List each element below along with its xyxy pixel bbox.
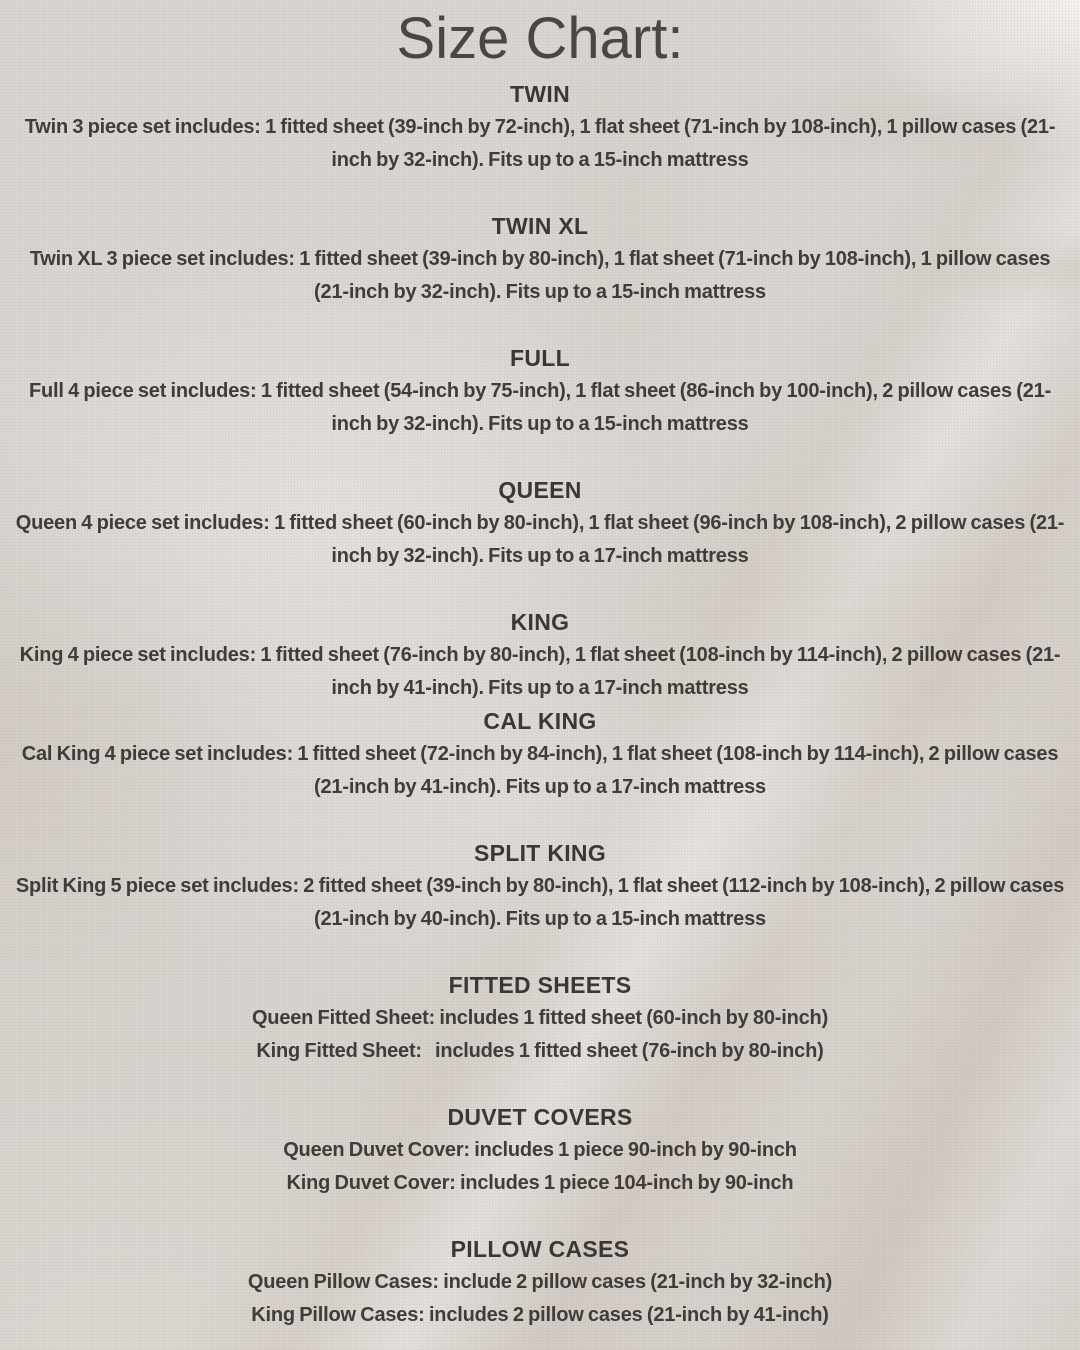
section-description: Split King 5 piece set includes: 2 fitted sheet (39-inch by 80-inch), 1 flat sheet (112-inch by 108-inch), 2 pillow cases (21-inch by 40-inch). Fits up to a 15-inch mattress xyxy=(15,875,1065,930)
section-heading: DUVET COVERS xyxy=(447,1104,633,1130)
size-section xyxy=(14,705,1066,804)
section-heading: TWIN xyxy=(510,81,570,107)
size-section xyxy=(14,78,1066,177)
section-heading: KING xyxy=(510,609,570,635)
size-section xyxy=(14,474,1066,573)
section-heading: TWIN XL xyxy=(491,213,589,239)
page-title: Size Chart: xyxy=(396,6,684,71)
size-section xyxy=(14,969,1066,1068)
size-line: King Duvet Cover: includes 1 piece 104-inch by 90-inch xyxy=(286,1172,794,1194)
size-section xyxy=(14,837,1066,936)
section-heading: FULL xyxy=(510,345,570,371)
size-line: Queen Duvet Cover: includes 1 piece 90-inch by 90-inch xyxy=(283,1139,797,1161)
size-section xyxy=(14,342,1066,441)
section-heading: QUEEN xyxy=(498,477,582,503)
size-line: Queen Fitted Sheet: includes 1 fitted sheet (60-inch by 80-inch) xyxy=(251,1007,829,1029)
section-heading: SPLIT KING xyxy=(473,840,607,866)
size-sections-container xyxy=(0,78,1080,1332)
size-line: King Fitted Sheet: includes 1 fitted sheet (76-inch by 80-inch) xyxy=(256,1040,824,1062)
section-description: King 4 piece set includes: 1 fitted sheet (76-inch by 80-inch), 1 flat sheet (108-inch by 114-inch), 2 pillow cases (21-inch by 41-inch). Fits up to a 17-inch mattress xyxy=(19,644,1061,699)
section-heading: FITTED SHEETS xyxy=(448,972,632,998)
section-description: Full 4 piece set includes: 1 fitted sheet (54-inch by 75-inch), 1 flat sheet (86-inch by 100-inch), 2 pillow cases (21-inch by 32-inch). Fits up to a 15-inch mattress xyxy=(28,380,1052,435)
size-line: Queen Pillow Cases: include 2 pillow cases (21-inch by 32-inch) xyxy=(247,1271,833,1293)
size-line: King Pillow Cases: includes 2 pillow cases (21-inch by 41-inch) xyxy=(251,1304,829,1326)
size-section xyxy=(14,210,1066,309)
section-description: Queen 4 piece set includes: 1 fitted sheet (60-inch by 80-inch), 1 flat sheet (96-inch by 108-inch), 2 pillow cases (21-inch by 32-inch). Fits up to a 17-inch mattress xyxy=(15,512,1065,567)
size-section xyxy=(14,1101,1066,1200)
size-section xyxy=(14,1233,1066,1332)
section-description: Cal King 4 piece set includes: 1 fitted sheet (72-inch by 84-inch), 1 flat sheet (108-inch by 114-inch), 2 pillow cases (21-inch by 41-inch). Fits up to a 17-inch mattress xyxy=(21,743,1059,798)
size-section xyxy=(14,606,1066,705)
section-description: Twin 3 piece set includes: 1 fitted sheet (39-inch by 72-inch), 1 flat sheet (71-inch by 108-inch), 1 pillow cases (21-inch by 32-inch). Fits up to a 15-inch mattress xyxy=(24,116,1056,171)
section-heading: CAL KING xyxy=(483,708,597,734)
section-heading: PILLOW CASES xyxy=(450,1236,630,1262)
section-description: Twin XL 3 piece set includes: 1 fitted sheet (39-inch by 80-inch), 1 flat sheet (71-inch by 108-inch), 1 pillow cases (21-inch by 32-inch). Fits up to a 15-inch mattress xyxy=(29,248,1051,303)
